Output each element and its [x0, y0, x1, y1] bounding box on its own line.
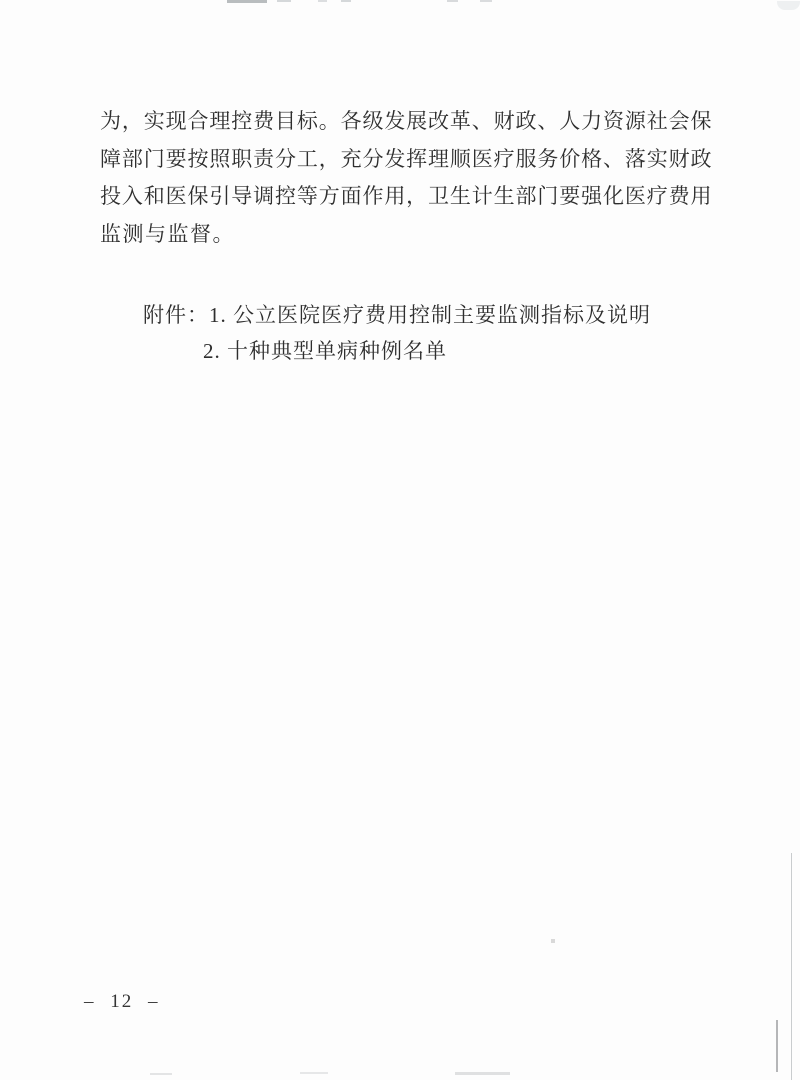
scan-artifact-top-edge [227, 0, 267, 3]
paragraph-line: 为，实现合理控费目标。各级发展改革、财政、人力资源社会保 [100, 109, 712, 133]
scan-artifact-speck [551, 939, 555, 943]
attachment-item: 1. 公立医院医疗费用控制主要监测指标及说明 [209, 303, 651, 327]
scan-artifact-right-line [791, 853, 792, 1080]
scan-artifact-corner-smudge [777, 1, 800, 10]
scan-artifact-top-edge [480, 0, 492, 2]
attachments-label: 附件： [143, 303, 209, 327]
paragraph-line: 投入和医保引导调控等方面作用，卫生计生部门要强化医疗费用 [100, 184, 712, 208]
scan-artifact-top-edge [318, 0, 327, 2]
page-number: – 12 – [84, 991, 160, 1012]
scan-artifact-bottom-edge [455, 1072, 510, 1075]
scan-artifact-bottom-edge [300, 1072, 328, 1074]
body-paragraph [100, 103, 712, 253]
attachments-list [203, 297, 651, 369]
scan-artifact-right-mark [776, 1020, 778, 1072]
scan-artifact-top-edge [277, 0, 291, 2]
attachment-item: 2. 十种典型单病种例名单 [203, 339, 447, 363]
paragraph-line: 障部门要按照职责分工，充分发挥理顺医疗服务价格、落实财政 [100, 146, 712, 171]
scan-artifact-top-edge [447, 0, 458, 2]
paragraph-line: 监测与监督。 [100, 221, 235, 246]
scan-artifact-bottom-edge [150, 1073, 172, 1075]
scan-artifact-top-edge [341, 0, 351, 2]
attachments-section [143, 297, 651, 369]
